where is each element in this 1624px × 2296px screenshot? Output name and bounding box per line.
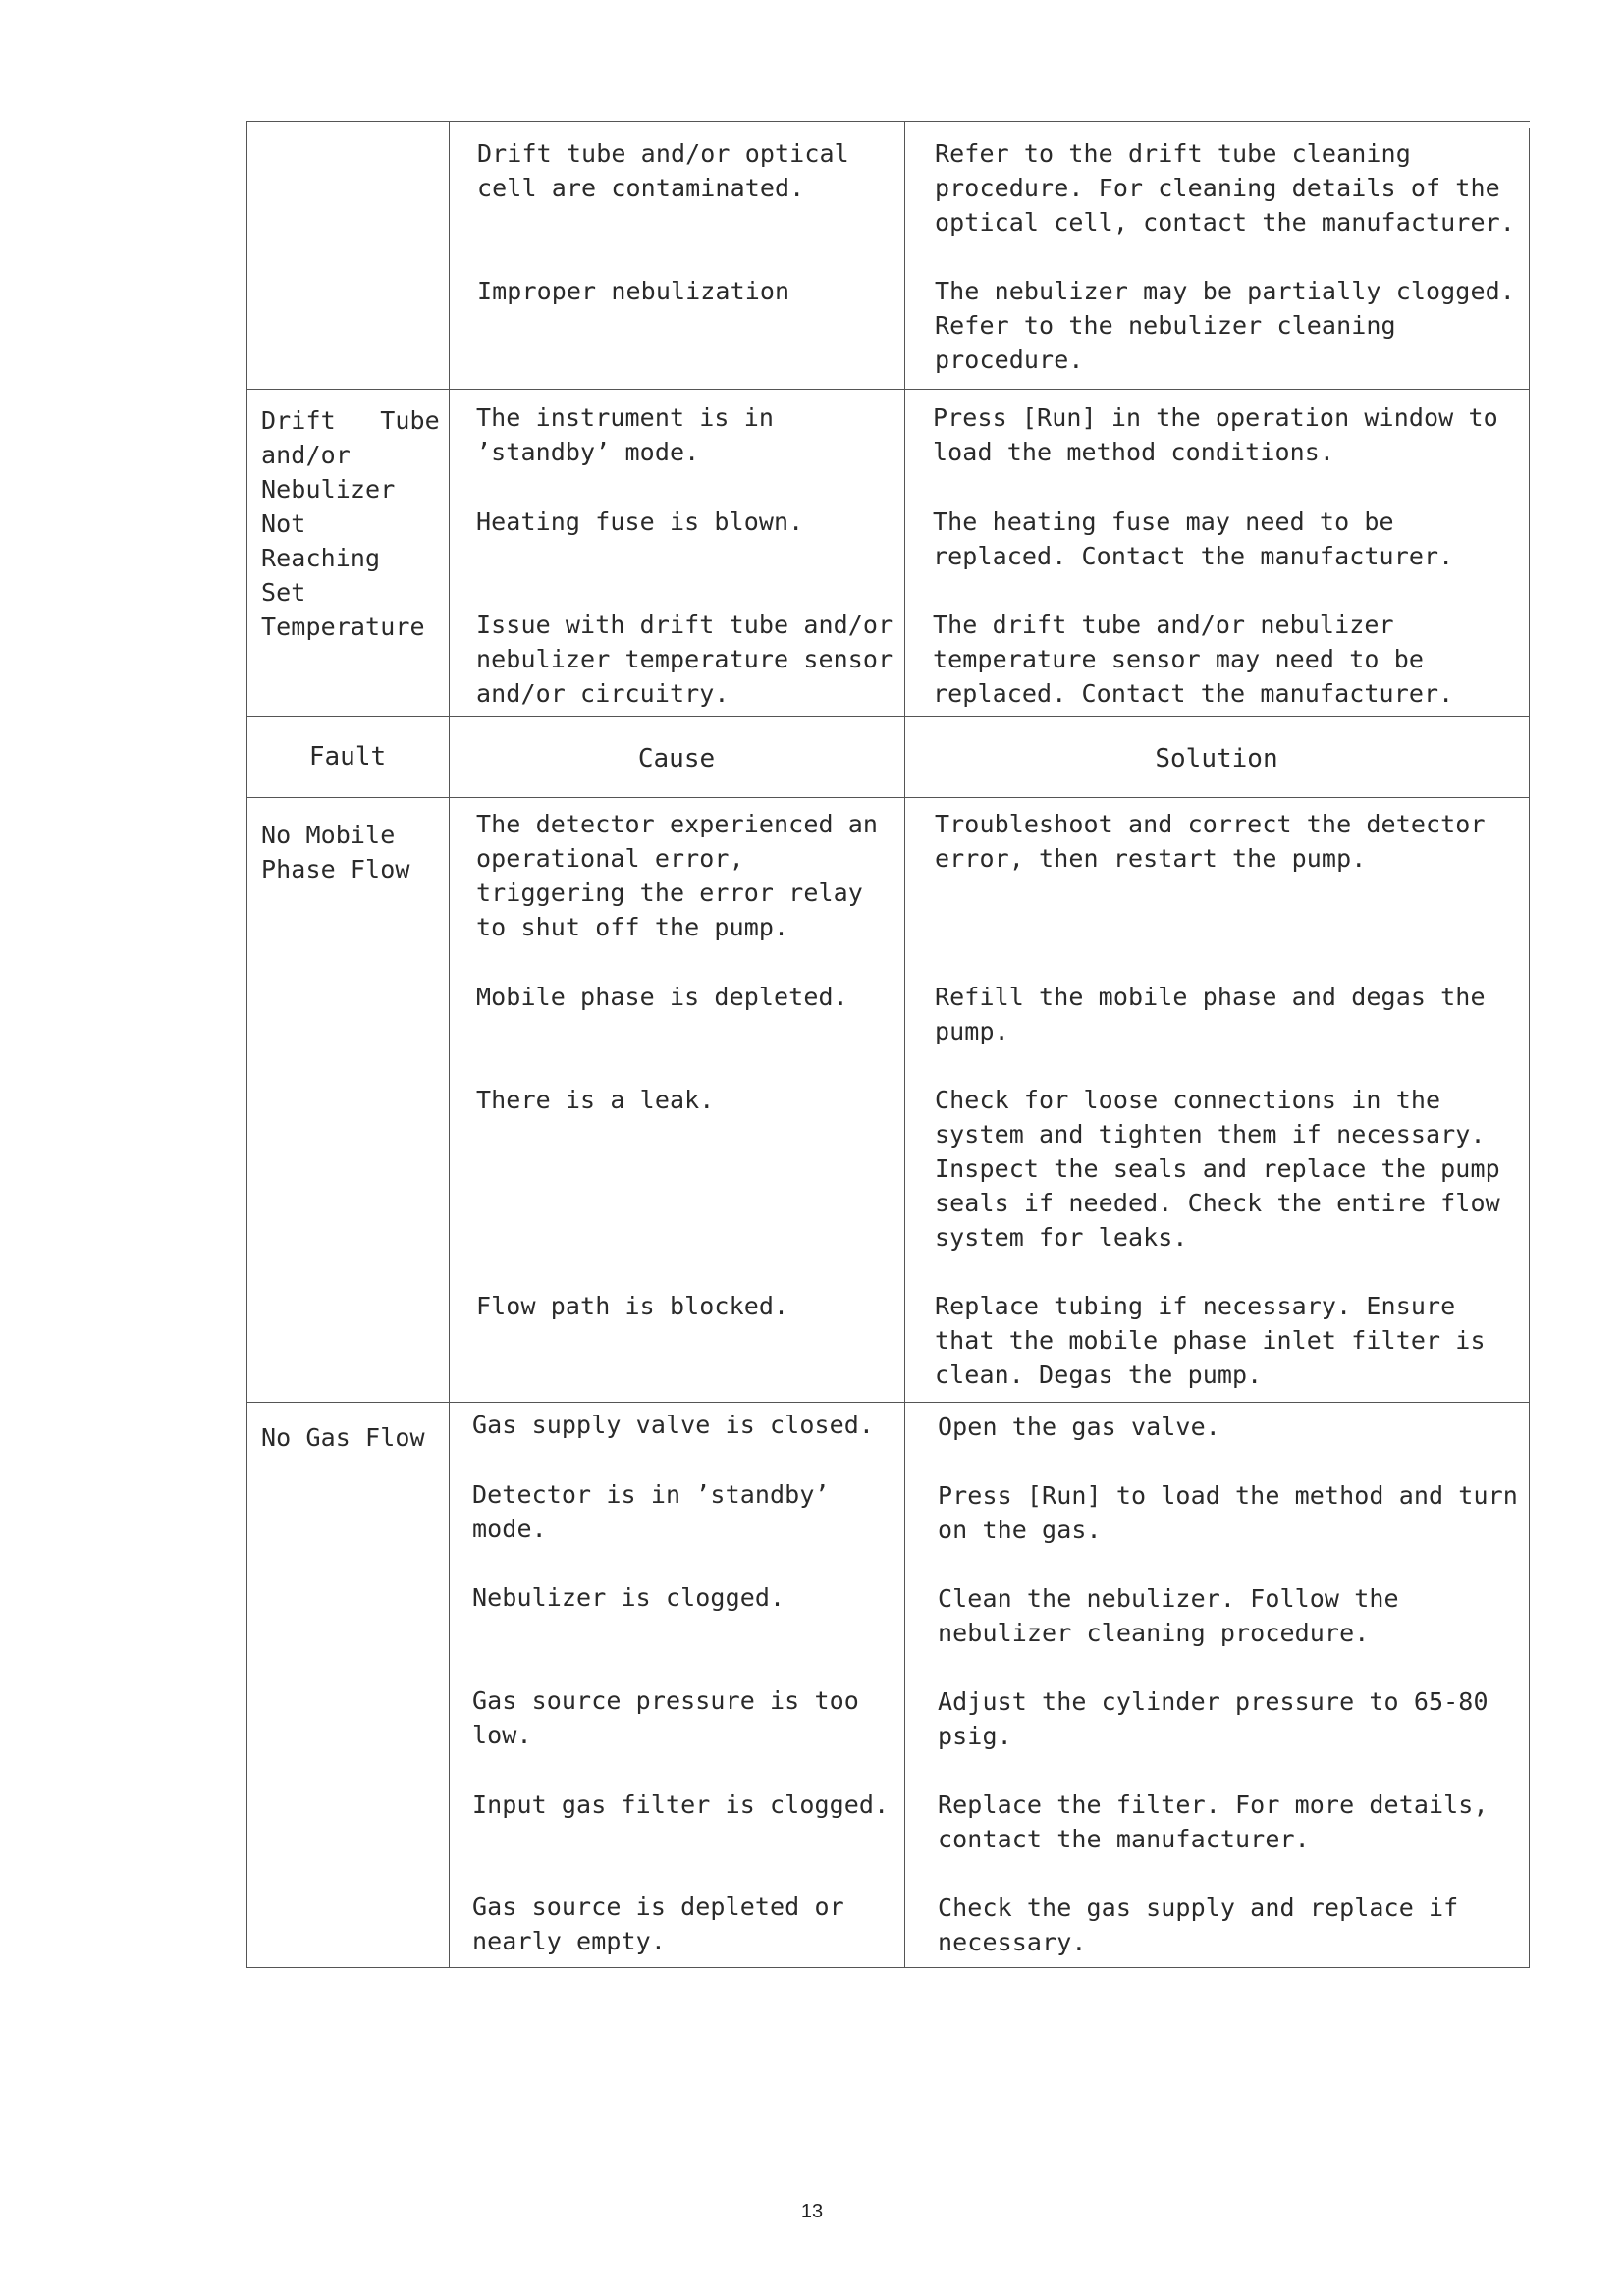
solution-cell: Open the gas valve. (938, 1413, 1220, 1441)
row-divider (246, 389, 1530, 390)
cause-cell: Gas source is depleted or nearly empty. (472, 1893, 844, 1955)
cause-cell: Improper nebulization (477, 277, 790, 305)
row-divider (246, 1402, 1530, 1403)
cause-cell: Drift tube and/or optical cell are contaminated. (477, 139, 849, 202)
table-bottom-border (246, 1967, 1530, 1968)
solution-cell: Troubleshoot and correct the detector error, then restart the pump. (935, 810, 1486, 873)
solution-cell: Clean the nebulizer. Follow the nebulizer cleaning procedure. (938, 1584, 1399, 1647)
solution-cell: The heating fuse may need to be replaced. Contact the manufacturer. (933, 507, 1454, 570)
solution-cell: Press [Run] to load the method and turn on the gas. (938, 1481, 1518, 1544)
solution-cell: Adjust the cylinder pressure to 65-80 psig. (938, 1687, 1489, 1750)
solution-cell: Check for loose connections in the system and tighten them if necessary. Inspect the seals and replace the pump seals if needed. Check the entire flow system for leaks. (935, 1086, 1500, 1252)
cause-cell: Gas source pressure is too low. (472, 1686, 859, 1749)
cause-cell: Heating fuse is blown. (476, 507, 804, 536)
solution-cell: Press [Run] in the operation window to load the method conditions. (933, 403, 1498, 466)
header-divider (246, 797, 1530, 798)
solution-cell: Refill the mobile phase and degas the pump. (935, 983, 1486, 1045)
table-left-border (246, 122, 247, 1967)
header-fault: Fault (308, 742, 387, 772)
row-divider (246, 716, 1530, 717)
cause-cell: Gas supply valve is closed. (472, 1411, 875, 1439)
fault-cell: No Mobile Phase Flow (261, 821, 410, 883)
table-right-border (1529, 128, 1530, 1967)
cause-cell: Detector is in ’standby’ mode. (472, 1480, 830, 1543)
solution-cell: The nebulizer may be partially clogged. Refer to the nebulizer cleaning procedure. (935, 277, 1515, 374)
cause-cell: Nebulizer is clogged. (472, 1583, 785, 1612)
cause-cell: Mobile phase is depleted. (476, 983, 848, 1011)
cause-cell: Flow path is blocked. (476, 1292, 789, 1320)
page-number: 13 (800, 2201, 824, 2222)
solution-cell: Replace tubing if necessary. Ensure that the mobile phase inlet filter is clean. Degas the pump. (935, 1292, 1486, 1389)
solution-cell: The drift tube and/or nebulizer temperature sensor may need to be replaced. Contact the manufacturer. (933, 611, 1454, 708)
column-divider (449, 122, 450, 1967)
cause-cell: There is a leak. (476, 1086, 715, 1114)
cause-cell: Input gas filter is clogged. (472, 1790, 890, 1819)
header-solution: Solution (1155, 744, 1278, 774)
cause-cell: The instrument is in ’standby’ mode. (476, 403, 775, 466)
solution-cell: Check the gas supply and replace if necessary. (938, 1894, 1459, 1956)
column-divider (904, 122, 905, 1967)
solution-cell: Replace the filter. For more details, contact the manufacturer. (938, 1790, 1489, 1853)
cause-cell: Issue with drift tube and/or nebulizer temperature sensor and/or circuitry. (476, 611, 893, 708)
fault-cell: Drift Tube and/or Nebulizer Not Reaching Set Temperature (261, 406, 440, 641)
solution-cell: Refer to the drift tube cleaning procedure. For cleaning details of the optical cell, contact the manufacturer. (935, 139, 1515, 237)
fault-cell: No Gas Flow (261, 1423, 425, 1452)
cause-cell: The detector experienced an operational error, triggering the error relay to shut off the pump. (476, 810, 879, 941)
table-top-border (246, 121, 1530, 122)
header-cause: Cause (637, 744, 716, 774)
